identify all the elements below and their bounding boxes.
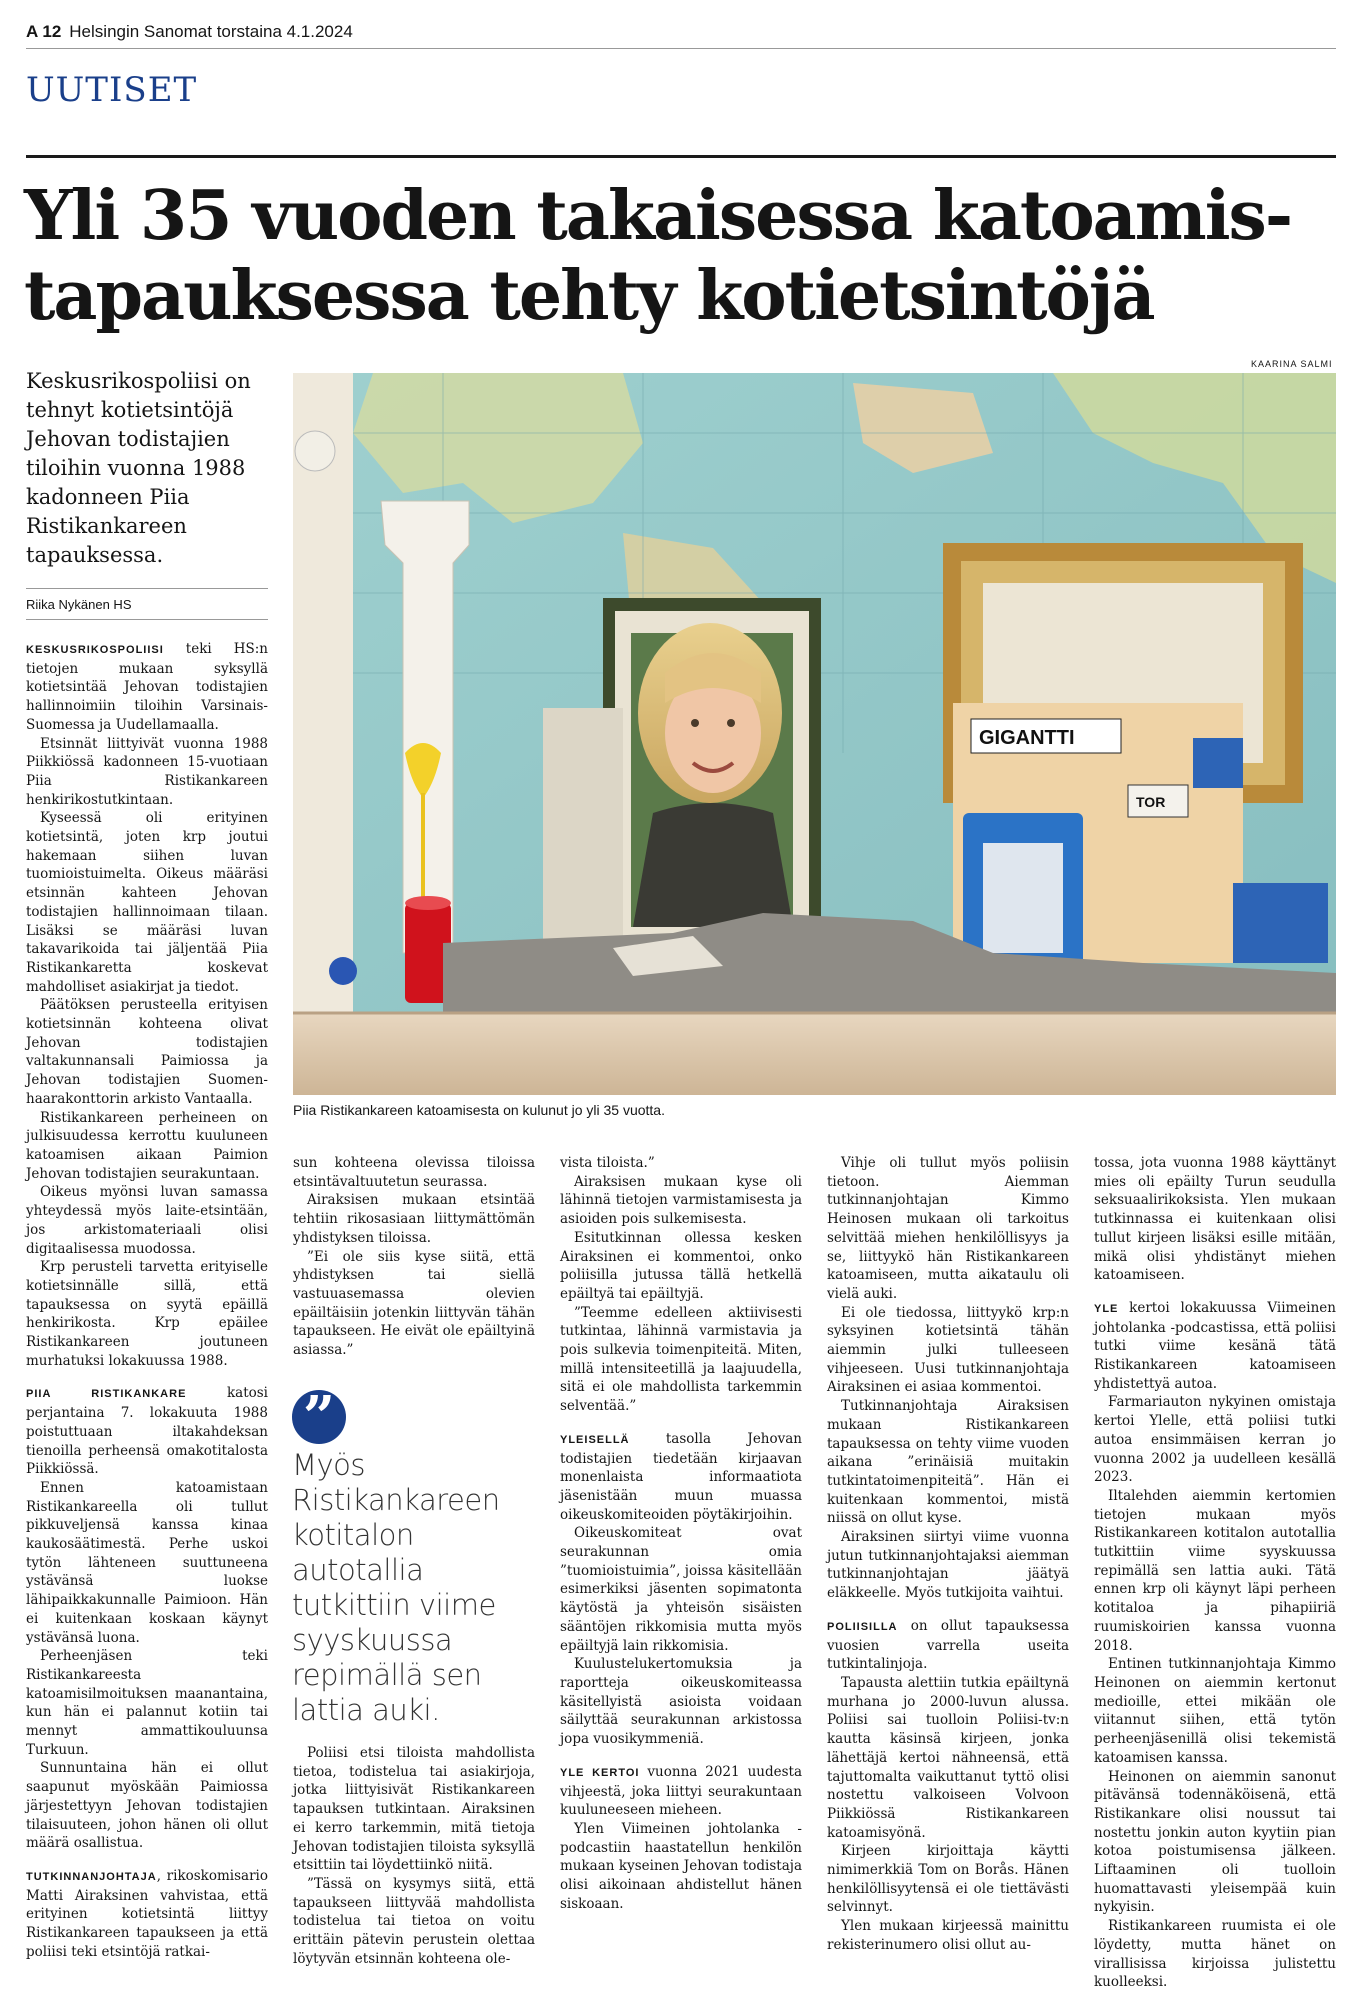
paragraph-text: on ollut tapauksessa vuosien varrella useita tutkintalinjoja.	[827, 1617, 1069, 1673]
article-paragraph	[827, 1528, 1069, 1603]
box-label-text: GIGANTTI	[979, 727, 1075, 749]
paragraph-text: Kuulustelukertomuksia ja raportteja oikeuskomiteassa käsitellyistä asioista voidaan säilyttää seurakunnan arkistossa jopa vuosikymmeniä.	[560, 1656, 802, 1748]
paragraph-text: ”Tässä on kysymys siitä, että tapaukseen liittyvää mahdollista todistelua tai tietoa on voitu erittäin pätevin perustein olettaa löytyvän etsinnän kohteena ole-	[293, 1875, 535, 1967]
article-paragraph	[26, 1183, 268, 1258]
quote-mark-icon: ”	[292, 1390, 346, 1444]
paragraph-text: Krp perusteli tarvetta erityiselle kotietsinnälle sillä, että tapauksessa on syytä epäillä henkirikosta. Krp epäilee Ristikankareen joutuneen murhatuksi lokakuussa 1988.	[26, 1259, 268, 1369]
paragraph-text: ”Teemme edelleen aktiivisesti tutkintaa, lähinnä varmistavia ja pois sulkevia toimenpiteitä. Miten, millä intensiteetillä ja laajuudella, sitä ei ole mahdollista tarkemmin selventää.”	[560, 1304, 802, 1415]
headline: Yli 35 vuoden takaisessa katoamistapauksessa tehty kotietsintöjä	[24, 176, 1294, 336]
paragraph-text: Ristikankareen perheineen on julkisuudessa kerrottu kuuluneen katoamisen aikaan Paimion Jehovan todistajien seurakuntaan.	[26, 1109, 268, 1182]
article-paragraph	[1094, 1393, 1336, 1487]
paragraph-text: Ennen katoamistaan Ristikankareella oli tullut pikkuveljensä kanssa kinaa kaukosäätimestä. Perhe uskoi tytön lähteneen suuttuneena ystävänsä luokse lähipaikkakunnalle Paimioon. Hän ei kuitenkaan koskaan käynyt ystävänsä luona.	[26, 1479, 268, 1646]
paragraph-text: Ylen mukaan kirjeessä mainittu rekisterinumero olisi ollut au-	[827, 1918, 1069, 1953]
paragraph-text: Ristikankareen ruumista ei ole löydetty, mutta hänet on virallisissa kirjoissa julistettu kuolleeksi.	[1094, 1918, 1336, 1991]
article-paragraph	[26, 1647, 268, 1759]
masthead	[26, 22, 353, 42]
paragraph-text: tasolla Jehovan todistajien tiedetään kirjaavan monenlaista informaatiota jäsenistään muun muassa oikeuskomiteoiden pöytäkirjoihin.	[560, 1430, 802, 1523]
paragraph-text: Tapausta alettiin tutkia epäiltynä murhana jo 2000-luvun alussa. Poliisi sai tuolloin Poliisi-tv:n kautta käsinsä kirjeen, jonka lähettäjä kertoi nähneensä, että tajuttomalta vaikuttanut tyttö olisi nostettu valkoiseen Volvoon Piikkiössä Ristikankareen katoamisyönä.	[827, 1674, 1069, 1841]
paragraph-text: katosi perjantaina 7. lokakuuta 1988 poistuttuaan iltakahdeksan tienoilla perheensä omakotitalosta Piikkiössä.	[26, 1385, 268, 1478]
pull-quote: Myös Ristikankareen kotitalon autotallia tutkittiin viime syyskuussa repimällä sen lattia auki.	[292, 1448, 500, 1727]
article-paragraph	[293, 1191, 535, 1247]
article-paragraph	[827, 1917, 1069, 1954]
tag-label-text: TOR	[1136, 794, 1166, 810]
paper-date: Helsingin Sanomat torstaina 4.1.2024	[69, 22, 353, 41]
paragraph-text: Airaksinen siirtyi viime vuonna jutun tutkinnanjohtajaksi aiemman tutkinnanjohtajan jäätyä eläkkeelle. Myös tutkijoita vaihtui.	[827, 1529, 1069, 1602]
article-column-4	[827, 1154, 1069, 1955]
paragraph-lead-in: YLE KERTOI	[560, 1766, 640, 1779]
article-paragraph	[560, 1304, 802, 1416]
byline: Riika Nykänen HS	[26, 597, 132, 612]
article-paragraph	[827, 1304, 1069, 1398]
article-paragraph	[560, 1655, 802, 1749]
paragraph-text: Päätöksen perusteella erityisen kotietsinnän kohteena olivat Jehovan todistajien valtakunnansali Paimiossa ja Jehovan todistajien Suomen-haarakonttorin arkisto Vantaalla.	[26, 997, 268, 1107]
article-column-1	[26, 640, 268, 1962]
article-paragraph	[26, 1384, 268, 1479]
lead-paragraph: Keskusrikospoliisi on tehnyt kotietsintöjä Jehovan todistajien tiloihin vuonna 1988 kadonneen Piia Ristikankareen tapauksessa.	[26, 369, 251, 567]
article-paragraph	[293, 1875, 535, 1969]
article-photo	[293, 373, 1336, 1095]
section-label: UUTISET	[26, 70, 198, 110]
article-paragraph	[560, 1524, 802, 1655]
paragraph-text: Heinonen on aiemmin sanonut pitävänsä todennäköisenä, että Ristikankare olisi noussut tai nostettu jonkin auton kyytiin pian kotoa poistumisensa jälkeen. Liftaaminen oli tuolloin huomattavasti yleisempää kuin nykyisin.	[1094, 1768, 1336, 1916]
article-paragraph	[26, 1258, 268, 1370]
paragraph-text: Airaksisen mukaan etsintää tehtiin rikosasiaan liittymättömän yhdistyksen tiloissa.	[293, 1192, 535, 1246]
paragraph-text: Iltalehden aiemmin kertomien tietojen mukaan myös Ristikankareen kotitalon autotallia tutkittiin viime syyskuussa repimällä sen lattia auki. Tätä ennen krp oli käynyt läpi perheen kotitaloa ja pihapiiriä ruumiskoirien kanssa vuonna 2018.	[1094, 1487, 1336, 1654]
paragraph-text: Ei ole tiedossa, liittyykö krp:n syksyinen kotietsintä tähän aiemmin julki tulleeseen vihjeeseen. Uusi tutkinnanjohtaja Airaksinen ei asiaa kommentoi.	[827, 1304, 1069, 1396]
photo-credit: KAARINA SALMI	[1251, 359, 1333, 369]
article-paragraph	[293, 1744, 535, 1875]
paragraph-lead-in: YLEISELLÄ	[560, 1433, 630, 1446]
article-paragraph	[827, 1674, 1069, 1842]
paragraph-text: Esitutkinnan ollessa kesken Airaksinen ei kommentoi, onko poliisilla jutussa tällä hetkellä epäiltyä tai epäiltyjä.	[560, 1229, 802, 1302]
paragraph-text: Oikeus myönsi luvan samassa yhteydessä myös laite-etsintään, jos arkistomateriaali olisi digitaalisessa muodossa.	[26, 1184, 268, 1257]
paragraph-text: Kyseessä oli erityinen kotietsintä, joten krp joutui hakemaan siihen luvan tuomioistuimelta. Oikeus määräsi etsinnän kahteen Jehovan todistajien hallinnoimaan tilaan. Lisäksi se määräsi luvan takavarikoida tai jäljentää Piia Ristikankaretta koskevat mahdolliset asiakirjat ja tiedot.	[26, 810, 268, 995]
paragraph-text: sun kohteena olevissa tiloissa etsintävaltuutetun seurassa.	[293, 1155, 535, 1190]
paragraph-text: vuonna 2021 uudesta vihjeestä, joka liittyi seurakuntaan kuuluneeseen mieheen.	[560, 1763, 802, 1819]
article-paragraph	[827, 1397, 1069, 1528]
article-paragraph	[560, 1154, 802, 1173]
paragraph-lead-in: POLIISILLA	[827, 1620, 898, 1633]
paragraph-text: Vihje oli tullut myös poliisin tietoon. Aiemman tutkinnanjohtajan Kimmo Heinosen mukaan oli tarkoitus selvittää miehen henkilöllisyys ja se, liittyykö hän Ristikankareen katoamiseen, mutta aikataulu oli vielä auki.	[827, 1155, 1069, 1302]
article-paragraph	[26, 1759, 268, 1853]
paragraph-text: kertoi lokakuussa Viimeinen johtolanka -podcastissa, että poliisi tutki viime kesänä tätä Ristikankareen katoamiseen yhdistettyä autoa.	[1094, 1299, 1336, 1392]
byline-rule-bottom	[26, 619, 268, 620]
article-paragraph	[827, 1842, 1069, 1917]
article-paragraph	[293, 1248, 535, 1360]
article-column-3	[560, 1154, 802, 1913]
article-paragraph	[1094, 1299, 1336, 1394]
paragraph-lead-in: TUTKINNANJOHTAJA	[26, 1871, 157, 1883]
article-paragraph	[1094, 1917, 1336, 1992]
article-paragraph	[1094, 1487, 1336, 1655]
article-column-5	[1094, 1154, 1336, 1992]
paragraph-lead-in: KESKUSRIKOSPOLIISI	[26, 644, 164, 656]
article-paragraph	[26, 735, 268, 810]
paragraph-text: Tutkinnanjohtaja Airaksisen mukaan Ristikankareen tapauksessa on tehty viime vuoden aikana ”erinäisiä muitakin tutkintatoimenpiteitä”. Hän ei kuitenkaan kommentoi, mistä niissä on ollut kyse.	[827, 1398, 1069, 1527]
article-column-2-top	[293, 1154, 535, 1360]
article-paragraph	[293, 1154, 535, 1191]
article-column-2-bottom	[293, 1744, 535, 1968]
paragraph-lead-in: YLE	[1094, 1302, 1119, 1315]
page-number: A 12	[26, 22, 62, 41]
paragraph-text: Airaksisen mukaan kyse oli lähinnä tietojen varmistamisesta ja asioiden pois sulkemisesta.	[560, 1173, 802, 1228]
article-paragraph	[1094, 1655, 1336, 1767]
paragraph-text: Perheenjäsen teki Ristikankareesta katoamisilmoituksen maanantaina, kun hän ei palannut kotiin tai mennyt ammattikouluunsa Turkuun.	[26, 1648, 268, 1758]
paragraph-text: ”Ei ole siis kyse siitä, että yhdistyksen tai siellä vastuuasemassa olevien epäiltäisiin jotenkin liittyvän tähän tapaukseen. He eivät ole epäiltyinä asiassa.”	[293, 1248, 535, 1359]
header-divider	[26, 48, 1336, 49]
paragraph-text: Oikeuskomiteat ovat seurakunnan omia ”tuomioistuimia”, joissa käsitellään esimerkiksi jäsenten sopimatonta käytöstä ja yhteisön sisäisten sääntöjen rikkomisia mutta myös epäiltyjä lain rikkomisia.	[560, 1525, 802, 1654]
article-paragraph	[1094, 1154, 1336, 1285]
article-paragraph	[26, 1109, 268, 1184]
paragraph-text: tossa, jota vuonna 1988 käyttänyt mies oli epäilty Turun seudulla seksuaalirikoksista. Ylen mukaan tutkinnassa ei kuitenkaan olisi tullut kirjeen lisäksi esille mitään, mikä olisi yhdistänyt miehen katoamiseen.	[1094, 1155, 1336, 1284]
article-paragraph	[26, 996, 268, 1108]
article-paragraph	[827, 1154, 1069, 1304]
article-paragraph	[560, 1430, 802, 1525]
paragraph-lead-in: PIIA RISTIKANKARE	[26, 1388, 187, 1401]
headline-rule	[26, 155, 1336, 158]
article-paragraph	[560, 1229, 802, 1304]
paragraph-text: Farmariauton nykyinen omistaja kertoi Ylelle, että poliisi tutki autoa ensimmäisen kerran jo vuonna 2002 ja uudelleen kesällä 2023.	[1094, 1394, 1336, 1486]
article-paragraph	[26, 1479, 268, 1647]
paragraph-text: Sunnuntaina hän ei ollut saapunut myöskään Paimiossa järjestettyyn Jehovan todistajien tilaisuuteen, johon hänen oli ollut määrä osallistua.	[26, 1760, 268, 1852]
paragraph-text: Ylen Viimeinen johtolanka -podcastiin haastatellun henkilön mukaan kyseinen Jehovan todistaja olisi aikoinaan ahdistellut hänen siskoaan.	[560, 1820, 802, 1912]
article-paragraph	[560, 1173, 802, 1229]
article-paragraph	[26, 1867, 268, 1962]
photo-caption: Piia Ristikankareen katoamisesta on kulunut jo yli 35 vuotta.	[293, 1102, 665, 1118]
paragraph-text: Entinen tutkinnanjohtaja Kimmo Heinonen on aiemmin kertonut medioille, ettei mikään ole viitannut siihen, että tytön perheenjäsenillä olisi tekemistä katoamisen kanssa.	[1094, 1656, 1336, 1766]
article-paragraph	[827, 1617, 1069, 1674]
paragraph-text: , rikoskomisario Matti Airaksinen vahvistaa, että erityinen kotietsintä liittyy Ristikankareen tapaukseen ja että poliisi teki etsintöjä ratkai-	[26, 1868, 268, 1960]
article-paragraph	[26, 640, 268, 735]
article-paragraph	[560, 1763, 802, 1820]
article-paragraph	[560, 1820, 802, 1914]
paragraph-text: Kirjeen kirjoittaja käytti nimimerkkiä Tom on Borås. Hänen henkilöllisyytensä ei ole tiettävästi selvinnyt.	[827, 1843, 1069, 1916]
paragraph-text: Poliisi etsi tiloista mahdollista tietoa, todistelua tai asiakirjoja, jotka liittyisivät Ristikankareen tapauksen tutkintaan. Airaksinen ei kerro tarkemmin, mitä tietoja Jehovan todistajien tiloista syksyllä etsittiin tai löydettiinkö niitä.	[293, 1745, 535, 1874]
byline-rule-top	[26, 588, 268, 589]
article-paragraph	[26, 809, 268, 996]
article-paragraph	[1094, 1768, 1336, 1918]
paragraph-text: vista tiloista.”	[560, 1155, 655, 1171]
paragraph-text: teki HS:n tietojen mukaan syksyllä kotietsintää Jehovan todistajien hallinnoimiin tiloihin Varsinais-Suomessa ja Uudellamaalla.	[26, 641, 268, 733]
paragraph-text: Etsinnät liittyivät vuonna 1988 Piikkiössä kadonneen 15-vuotiaan Piia Ristikankareen henkirikostutkintaan.	[26, 735, 268, 808]
